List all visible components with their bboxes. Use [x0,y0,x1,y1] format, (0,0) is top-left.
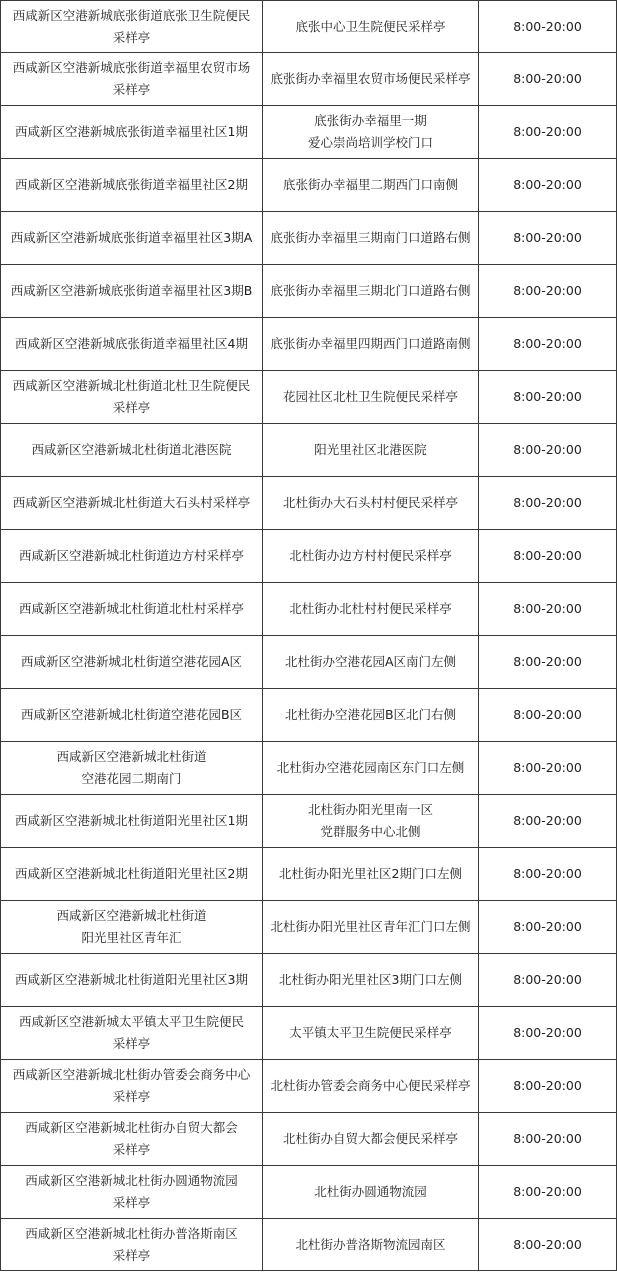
site-hours-cell: 8:00-20:00 [479,1219,617,1271]
site-name-cell: 西咸新区空港新城底张街道幸福里社区3期B [1,265,263,318]
site-location-cell: 北杜街办阳光里社区青年汇门口左侧 [263,901,479,954]
table-row [1,742,617,795]
site-hours-cell: 8:00-20:00 [479,689,617,742]
site-name-cell: 西咸新区空港新城底张街道幸福里社区3期A [1,212,263,265]
site-hours-cell: 8:00-20:00 [479,53,617,106]
table-row [1,265,617,318]
table-row [1,795,617,848]
site-hours-cell: 8:00-20:00 [479,1166,617,1219]
site-name-cell: 西咸新区空港新城太平镇太平卫生院便民 采样亭 [1,1007,263,1060]
site-name-cell: 西咸新区空港新城北杜街办圆通物流园 采样亭 [1,1166,263,1219]
site-hours-cell: 8:00-20:00 [479,848,617,901]
site-name-cell: 西咸新区空港新城北杜街道北杜村采样亭 [1,583,263,636]
site-hours-cell: 8:00-20:00 [479,477,617,530]
site-location-cell: 北杜街办阳光里南一区 党群服务中心北侧 [263,795,479,848]
site-hours-cell: 8:00-20:00 [479,530,617,583]
site-hours-cell: 8:00-20:00 [479,583,617,636]
site-location-cell: 北杜街办空港花园B区北门右侧 [263,689,479,742]
site-name-cell: 西咸新区空港新城底张街道幸福里农贸市场 采样亭 [1,53,263,106]
site-location-cell: 北杜街办北杜村村便民采样亭 [263,583,479,636]
table-row [1,371,617,424]
table-row [1,318,617,371]
site-location-cell: 花园社区北杜卫生院便民采样亭 [263,371,479,424]
site-name-cell: 西咸新区空港新城底张街道幸福里社区4期 [1,318,263,371]
site-location-cell: 北杜街办自贸大都会便民采样亭 [263,1113,479,1166]
site-location-cell: 北杜街办普洛斯物流园南区 [263,1219,479,1271]
site-location-cell: 北杜街办管委会商务中心便民采样亭 [263,1060,479,1113]
site-location-cell: 底张街办幸福里农贸市场便民采样亭 [263,53,479,106]
site-name-cell: 西咸新区空港新城底张街道幸福里社区2期 [1,159,263,212]
site-location-cell: 北杜街办圆通物流园 [263,1166,479,1219]
site-hours-cell: 8:00-20:00 [479,424,617,477]
site-name-cell: 西咸新区空港新城北杜街道北杜卫生院便民 采样亭 [1,371,263,424]
site-hours-cell: 8:00-20:00 [479,1060,617,1113]
site-name-cell: 西咸新区空港新城北杜街道大石头村采样亭 [1,477,263,530]
table-row [1,1060,617,1113]
table-row [1,477,617,530]
site-hours-cell: 8:00-20:00 [479,795,617,848]
site-name-cell: 西咸新区空港新城底张街道底张卫生院便民 采样亭 [1,1,263,53]
site-name-cell: 西咸新区空港新城北杜街道阳光里社区1期 [1,795,263,848]
site-location-cell: 阳光里社区北港医院 [263,424,479,477]
site-location-cell: 北杜街办阳光里社区3期门口左侧 [263,954,479,1007]
table-row [1,848,617,901]
table-row [1,1007,617,1060]
site-hours-cell: 8:00-20:00 [479,212,617,265]
site-name-cell: 西咸新区空港新城北杜街办普洛斯南区 采样亭 [1,1219,263,1271]
table-body [1,1,617,1271]
site-hours-cell: 8:00-20:00 [479,371,617,424]
site-hours-cell: 8:00-20:00 [479,901,617,954]
table-row [1,159,617,212]
site-name-cell: 西咸新区空港新城北杜街道阳光里社区2期 [1,848,263,901]
site-location-cell: 底张街办幸福里三期南门口道路右侧 [263,212,479,265]
site-hours-cell: 8:00-20:00 [479,159,617,212]
site-hours-cell: 8:00-20:00 [479,636,617,689]
site-name-cell: 西咸新区空港新城北杜街道边方村采样亭 [1,530,263,583]
table-row [1,530,617,583]
site-name-cell: 西咸新区空港新城北杜街办自贸大都会 采样亭 [1,1113,263,1166]
table-row [1,212,617,265]
site-name-cell: 西咸新区空港新城北杜街道阳光里社区3期 [1,954,263,1007]
site-name-cell: 西咸新区空港新城底张街道幸福里社区1期 [1,106,263,159]
table-row [1,106,617,159]
site-location-cell: 北杜街办边方村村便民采样亭 [263,530,479,583]
site-hours-cell: 8:00-20:00 [479,1113,617,1166]
table-row [1,53,617,106]
site-name-cell: 西咸新区空港新城北杜街办管委会商务中心 采样亭 [1,1060,263,1113]
site-location-cell: 底张中心卫生院便民采样亭 [263,1,479,53]
site-location-cell: 底张街办幸福里三期北门口道路右侧 [263,265,479,318]
site-name-cell: 西咸新区空港新城北杜街道北港医院 [1,424,263,477]
table-row [1,1113,617,1166]
site-location-cell: 底张街办幸福里一期 爱心崇尚培训学校门口 [263,106,479,159]
table-row [1,689,617,742]
site-location-cell: 太平镇太平卫生院便民采样亭 [263,1007,479,1060]
table-row [1,1,617,53]
site-hours-cell: 8:00-20:00 [479,106,617,159]
site-hours-cell: 8:00-20:00 [479,1,617,53]
site-hours-cell: 8:00-20:00 [479,742,617,795]
site-location-cell: 底张街办幸福里四期西门口道路南侧 [263,318,479,371]
site-hours-cell: 8:00-20:00 [479,318,617,371]
table-row [1,954,617,1007]
site-location-cell: 北杜街办大石头村村便民采样亭 [263,477,479,530]
site-location-cell: 北杜街办阳光里社区2期门口左侧 [263,848,479,901]
table-row [1,636,617,689]
site-name-cell: 西咸新区空港新城北杜街道 空港花园二期南门 [1,742,263,795]
site-location-cell: 底张街办幸福里二期西门口南侧 [263,159,479,212]
site-hours-cell: 8:00-20:00 [479,954,617,1007]
site-location-cell: 北杜街办空港花园南区东门口左侧 [263,742,479,795]
site-hours-cell: 8:00-20:00 [479,1007,617,1060]
site-name-cell: 西咸新区空港新城北杜街道空港花园A区 [1,636,263,689]
site-location-cell: 北杜街办空港花园A区南门左侧 [263,636,479,689]
table-row [1,901,617,954]
site-name-cell: 西咸新区空港新城北杜街道空港花园B区 [1,689,263,742]
table-row [1,1166,617,1219]
table-row [1,1219,617,1271]
table-row [1,424,617,477]
site-name-cell: 西咸新区空港新城北杜街道 阳光里社区青年汇 [1,901,263,954]
table-row [1,583,617,636]
site-hours-cell: 8:00-20:00 [479,265,617,318]
